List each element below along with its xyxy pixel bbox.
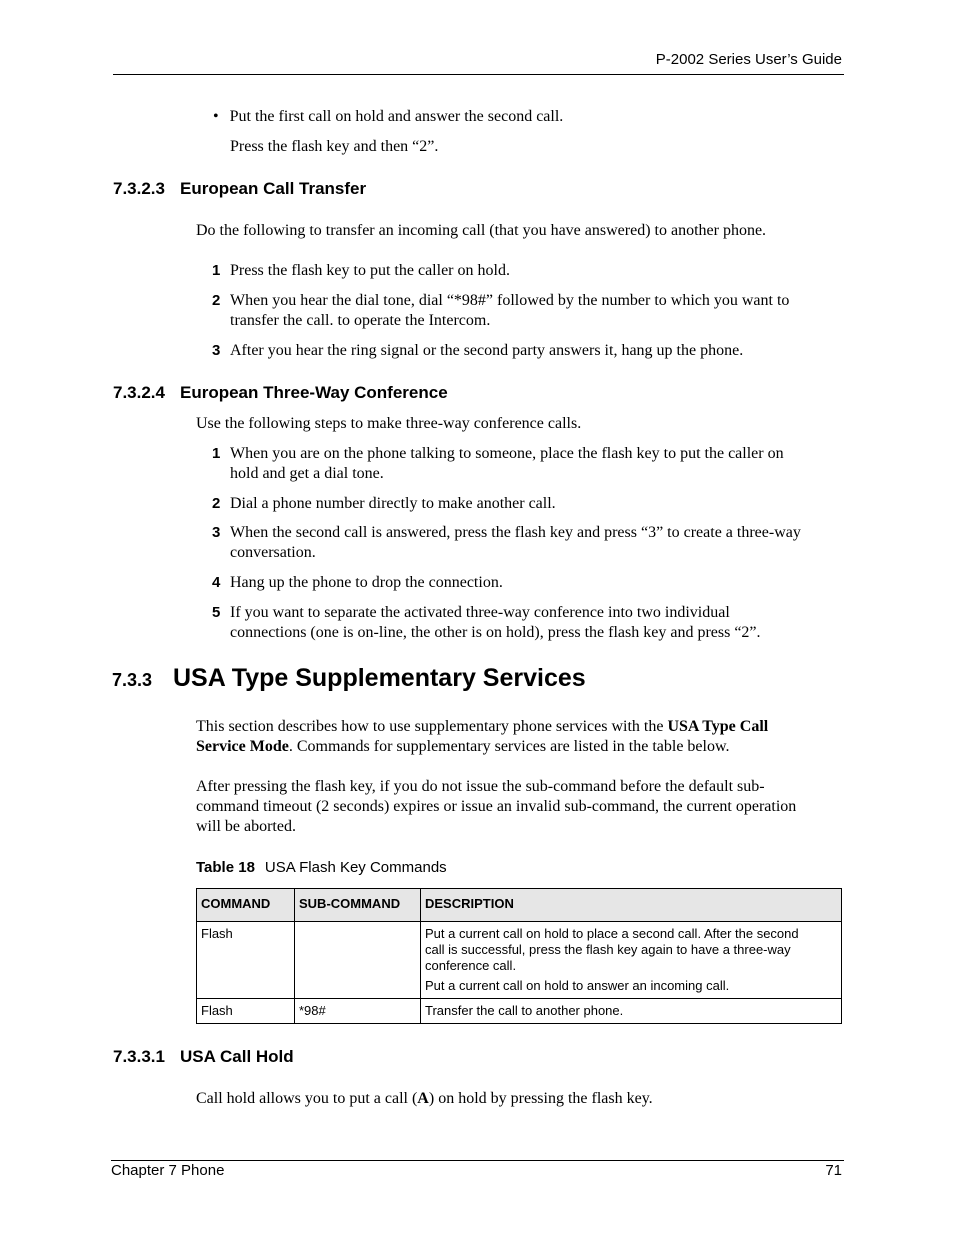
paragraph-line: command timeout (2 seconds) expires or issue an invalid sub-command, the current operation (196, 798, 797, 815)
paragraph-text: This section describes how to use supplementary phone services with the (196, 718, 668, 735)
section-heading-usa-type-supplementary-services (112, 664, 586, 693)
table-header-row (197, 889, 842, 922)
list-item (212, 523, 852, 563)
section-intro: Do the following to transfer an incoming call (that you have answered) to another phone. (196, 222, 767, 239)
table-row (197, 922, 842, 999)
section-heading-european-three-way-conference (113, 383, 448, 403)
cell-subcommand (295, 922, 421, 999)
bullet-glyph: • (213, 108, 219, 125)
table-caption-label: Table 18 (196, 859, 255, 876)
step-text: Hang up the phone to drop the connection. (230, 574, 503, 591)
step-number: 2 (212, 495, 221, 512)
step-text: When the second call is answered, press the flash key and press “3” to create a three-way (230, 524, 801, 541)
step-number: 1 (212, 262, 221, 279)
page-number: 71 (825, 1162, 842, 1179)
section-number: 7.3.2.3 (113, 179, 165, 198)
step-text: When you hear the dial tone, dial “*98#” followed by the number to which you want to (230, 292, 790, 309)
section-number: 7.3.3 (112, 670, 153, 690)
bold-term: Service Mode (196, 738, 289, 755)
step-text-cont: conversation. (230, 544, 316, 561)
table-caption-text: USA Flash Key Commands (264, 859, 447, 876)
section-number: 7.3.2.4 (113, 383, 165, 402)
description-line: conference call. (425, 958, 517, 973)
list-item (212, 261, 852, 281)
step-text: When you are on the phone talking to someone, place the flash key to put the caller on (230, 445, 784, 462)
section-title: European Three-Way Conference (180, 383, 448, 402)
bullet-text: Put the first call on hold and answer the second call. (229, 108, 564, 125)
bullet-item (213, 107, 563, 127)
cell-command: Flash (197, 999, 295, 1024)
step-number: 5 (212, 604, 221, 621)
bullet-subtext: Press the flash key and then “2”. (230, 138, 439, 155)
step-number: 3 (212, 342, 221, 359)
step-text-cont: connections (one is on-line, the other is on hold), press the flash key and press “2”. (230, 624, 761, 641)
list-item (212, 291, 852, 331)
cell-subcommand: *98# (295, 999, 421, 1024)
description-line: Put a current call on hold to place a second call. After the second (425, 926, 799, 941)
section-title: European Call Transfer (180, 179, 367, 198)
bold-term: A (417, 1090, 429, 1107)
paragraph-text: Call hold allows you to put a call ( (196, 1090, 418, 1107)
cell-description (421, 922, 842, 999)
list-item (212, 444, 852, 484)
flash-key-commands-table (196, 888, 842, 1024)
section-heading-european-call-transfer (113, 179, 366, 199)
paragraph (196, 1089, 653, 1109)
table-row (197, 999, 842, 1024)
section-number: 7.3.3.1 (113, 1047, 165, 1066)
footer-chapter: Chapter 7 Phone (111, 1162, 225, 1179)
description-para (425, 926, 837, 974)
step-text: If you want to separate the activated three-way conference into two individual (230, 604, 730, 621)
step-text: Dial a phone number directly to make another call. (230, 495, 556, 512)
table-caption (196, 859, 447, 876)
section-heading-usa-call-hold (113, 1047, 294, 1067)
section-title: USA Type Supplementary Services (173, 664, 586, 692)
cell-command: Flash (197, 922, 295, 999)
step-number: 1 (212, 445, 221, 462)
header-rule (113, 74, 844, 75)
cell-description: Transfer the call to another phone. (421, 999, 842, 1024)
section-intro: Use the following steps to make three-way conference calls. (196, 415, 582, 432)
step-text-cont: transfer the call. to operate the Intercom. (230, 312, 491, 329)
description-line: call is successful, press the flash key again to have a three-way (425, 942, 791, 957)
list-item (212, 341, 852, 361)
step-text: Press the flash key to put the caller on hold. (230, 262, 510, 279)
paragraph (196, 717, 846, 757)
step-number: 2 (212, 292, 221, 309)
paragraph-text: ) on hold by pressing the flash key. (428, 1090, 653, 1107)
running-header-title: P-2002 Series User’s Guide (655, 51, 842, 68)
step-text: After you hear the ring signal or the second party answers it, hang up the phone. (230, 342, 744, 359)
bold-term: USA Type Call (667, 718, 769, 735)
paragraph-line: will be aborted. (196, 818, 296, 835)
column-header-description: DESCRIPTION (421, 889, 842, 922)
list-item (212, 494, 852, 514)
step-number: 4 (212, 574, 221, 591)
list-item (212, 573, 852, 593)
step-text-cont: hold and get a dial tone. (230, 465, 384, 482)
description-para: Put a current call on hold to answer an incoming call. (425, 978, 730, 993)
list-item (212, 603, 852, 643)
footer-rule (111, 1160, 844, 1161)
paragraph-line: After pressing the flash key, if you do not issue the sub-command before the default sub- (196, 778, 765, 795)
paragraph-text: . Commands for supplementary services are listed in the table below. (288, 738, 730, 755)
column-header-sub-command: SUB-COMMAND (295, 889, 421, 922)
step-number: 3 (212, 524, 221, 541)
column-header-command: COMMAND (197, 889, 295, 922)
paragraph (196, 777, 856, 837)
section-title: USA Call Hold (180, 1047, 294, 1066)
